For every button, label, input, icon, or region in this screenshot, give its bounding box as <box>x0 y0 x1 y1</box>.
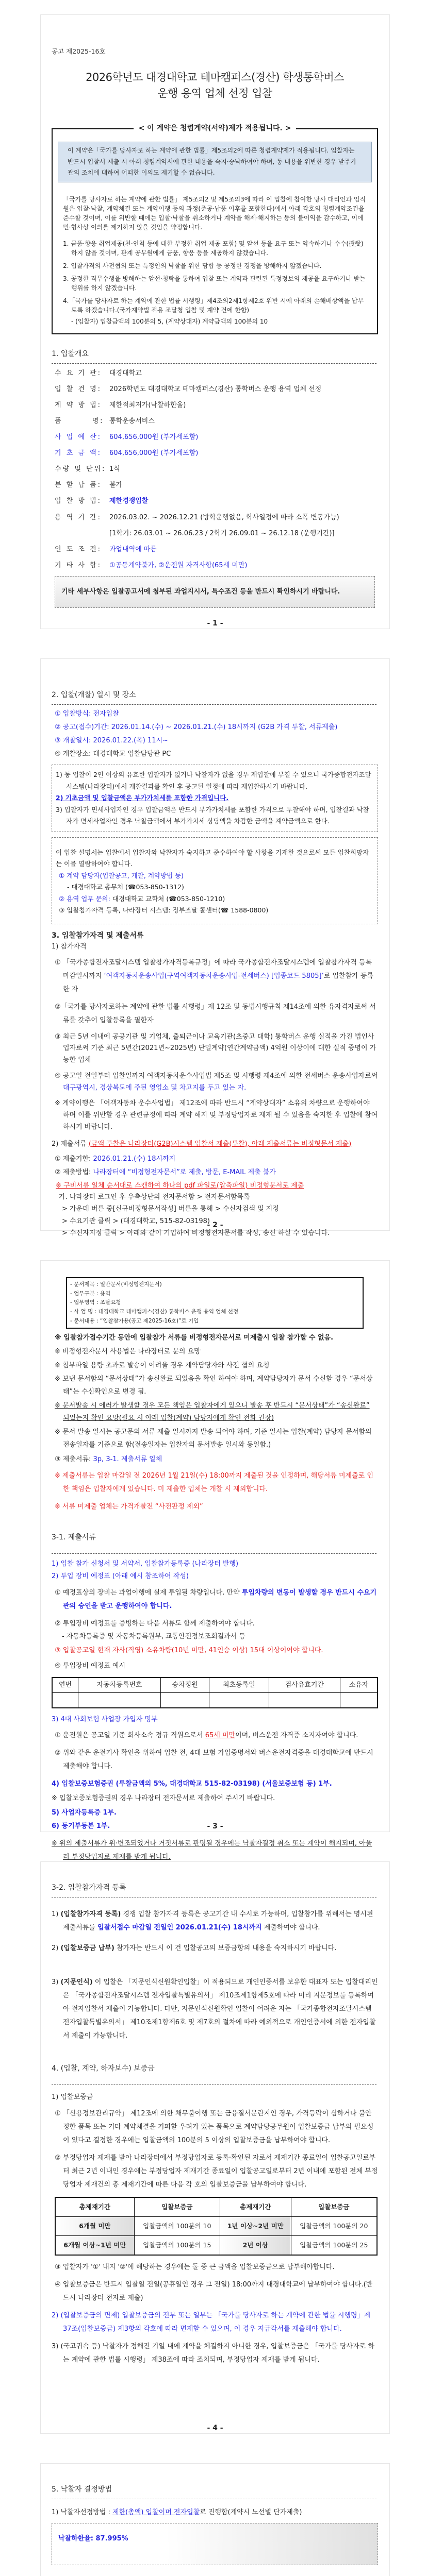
title-line-1: 2026학년도 대경대학교 테마캠퍼스(경산) 학생통학버스 <box>86 71 344 84</box>
table-cell: 1년 이상~2년 미만 <box>220 2216 291 2235</box>
page-4 <box>40 1861 390 2434</box>
table-header: 승차정원 <box>161 1677 209 1693</box>
table-cell: 입찰금액의 100분의 15 <box>134 2235 220 2255</box>
overview-note: 기타 세부사항은 입찰공고서에 첨부된 과업지시서, 특수조건 등을 반드시 확인하시기 바랍니다. <box>55 576 375 608</box>
page-2 <box>40 658 390 1238</box>
overview-row: 품 명: 통학운송서비스 <box>55 417 155 425</box>
table-header: 자동차등록번호 <box>78 1677 160 1693</box>
table-header: 최초등록일 <box>209 1677 269 1693</box>
opening-place: ④ 개찰장소: 대경대학교 입찰담당관 PC <box>55 750 171 758</box>
bid-note: 3) 입찰자가 면세사업자인 경우 입찰금액은 반드시 부가가치세를 포함한 가격으로 투찰해야 하며, 입찰결과 낙찰자가 면세사업자인 경우 낙찰금액에서 부가가치세 상당액을 차감한 금액을 계약금액으로 한다. <box>56 805 369 825</box>
submission-note: ※ 첨부파일 용량 초과로 발송이 어려울 경우 계약담당자와 사전 협의 요청 <box>55 1361 270 1369</box>
table-header: 소유자 <box>340 1677 378 1693</box>
doc-item: 6) 등기부등본 1부. <box>52 1822 110 1831</box>
form-field: - 사 업 명 : 대경대학교 테마캠퍼스(경산) 통학버스 운행 용역 업체 선정 <box>70 1308 239 1315</box>
table-cell: 2년 이상 <box>220 2235 291 2255</box>
overview-row: [1학기: 26.03.01 ~ 26.06.23 / 2학기 26.09.01 ~ 26.12.18 (운행기간)] <box>109 529 335 537</box>
table-cell: 6개월 미만 <box>55 2216 134 2235</box>
table-header: 총제재기간 <box>55 2197 134 2217</box>
contact-contract: ① 계약 담당자(입찰공고, 개찰, 계약방법 등) <box>59 871 184 879</box>
bid-method: ① 입찰방식: 전자입찰 <box>55 709 119 718</box>
section-title: 2. 입찰(개찰) 일시 및 장소 <box>52 691 136 700</box>
title-line-2: 운행 용역 업체 선정 입찰 <box>157 87 272 99</box>
table-header: 입찰보증금 <box>291 2197 377 2217</box>
vehicle-requirement: ③ 입찰공고일 현재 자사(직영) 소유차량(10년 미만, 41인승 이상) 15대 이상이어야 합니다. <box>55 1647 323 1655</box>
table-header: 검사유효기간 <box>269 1677 340 1693</box>
submission-method: ② 제출방법: 나라장터에 “비정형전자문서”로 제출, 방문, E-MAIL 제출 불가 <box>55 1168 276 1176</box>
table-row <box>55 2235 377 2255</box>
divider <box>296 128 378 129</box>
doc-subitem: ① 예정표상의 장비는 과업이행에 실제 투입될 차량입니다. 만약 투입차량의 변동이 발생할 경우 반드시 수요기관의 승인을 받고 운행하여야 합니다. <box>55 1589 377 1610</box>
document-title <box>52 70 378 101</box>
table-header: 입찰보증금 <box>134 2197 220 2217</box>
page-5 <box>40 2463 390 2576</box>
page-number: - 4 - <box>207 2424 223 2433</box>
integrity-item: 3. 공정한 직무수행을 방해하는 알선·청탁을 통하여 입찰 또는 계약과 관련된 특정정보의 제공을 요구하거나 받는 행위를 하지 않겠습니다. <box>63 275 366 292</box>
deadline-warning: ※ 제출서류는 입찰 마감일 전 2026년 1월 21일(수) 18:00까지 제출된 것을 인정하며, 해당서류 미제출로 인한 책임은 입찰자에게 있습니다. 미 제출한 업체는 개찰 시 제외합니다. <box>55 1471 373 1493</box>
doc-note: ※ 입찰보증보험증권의 경우 나라장터 전자문서로 제출하여 주시기 바랍니다. <box>52 1794 275 1803</box>
form-field: - 업무구분 : 용역 <box>70 1290 111 1297</box>
driver-requirement: ① 운전원은 공고일 기준 회사소속 정규 직원으로서 65세 미만이며, 버스운전 자격증 소지자여야 합니다. <box>55 1732 358 1740</box>
form-field: - 문서제목 : 일반문서(비정형전지문서) <box>70 1281 162 1288</box>
page-1 <box>40 14 390 629</box>
page-number: - 3 - <box>207 1822 223 1831</box>
contact-callcenter: ③ 입찰참가자격 등록, 나라장터 시스템: 정부조달 콜센터(☎ 1588-0800) <box>59 906 269 914</box>
notice-period: ② 공고(접수)기간: 2026.01.14.(수) ~ 2026.01.21.(수) 18시까지 (G2B 가격 투찰, 서류제출) <box>55 723 338 731</box>
award-method: 1) 낙찰자선정방법 : 제한(총액) 입찰이며 전자입찰로 진행함(계약시 노선별 단가제출) <box>52 2508 302 2516</box>
overview-row: 용 역 기 간: 2026.03.02. ~ 2026.12.21 (방학운행없음, 학사일정에 따라 소폭 변동가능) <box>55 513 339 521</box>
section-divider <box>52 1553 376 1554</box>
notice-number: 공고 제2025-16호 <box>52 47 106 55</box>
subsection-title: 1) 입찰보증금 <box>52 2093 93 2102</box>
overview-row: 분 할 납 품: 불가 <box>55 481 123 489</box>
qualification-1: ① 「국가종합전자조달시스템 입찰참가자격등록규정」에 따라 국가종합전자조달시스템에 입찰참가자격 등록마감일시까지 ‘여객자동차운송사업(구역여객자동차운송사업-전세버스) [업종코드 5805]’로 입찰참가 등록한 자 <box>55 958 373 993</box>
table-header: 연번 <box>52 1677 78 1693</box>
doc-item: 3) 4대 사회보험 사업장 가입자 명부 <box>52 1716 158 1724</box>
overview-row: 입 찰 건 명: 2026학년도 대경대학교 테마캠퍼스(경산) 통학버스 운행 용역 업체 선정 <box>55 385 322 393</box>
form-field: - 업무영역 : 조달요청 <box>70 1299 121 1306</box>
contact-intro: 이 입찰 설명서는 입찰에서 입찰자와 낙찰자가 숙지하고 준수하여야 할 사항을 기재한 것으로써 모든 입찰희망자는 이를 열람하여야 합니다. <box>56 848 369 868</box>
integrity-intro: 「국가를 당사자로 하는 계약에 관한 법률」 제5조의2 및 제5조의3에 따라 이 입찰에 참여한 당사 대리인과 임직원은 입찰·낙찰, 계약체결 또는 계약이행 등의 과정(준공·납품 이후를 포함한다)에서 아래 각호의 청렴계약조건을 준수할 것이며, 이를 위반할 때에는 입찰·낙찰을 취소하거나 계약을 해제·해지하는 등의 불이익을 감수하고, 이에 민·형사상 이의를 제기하지 않을 것임을 약정합니다. <box>63 196 366 231</box>
registration-item: 2) (입찰보증금 납부) 참가자는 반드시 이 건 입찰공고의 보증금항의 내용을 숙지하시기 바랍니다. <box>52 1944 337 1952</box>
contact-contract-phone: - 대경대학교 총무처 (☎053-850-1312) <box>67 883 184 891</box>
integrity-item-sub: - (입찰자) 입찰금액의 100분의 5, (계약상대자) 계약금액의 100분의 10 <box>71 318 268 326</box>
page-3 <box>40 1260 390 1861</box>
bond-item: ③ 입찰자가 '①' 내지 '②'에 해당하는 경우에는 둘 중 큰 금액을 입찰보증금으로 납부해야합니다. <box>55 2263 335 2271</box>
overview-row: 입 찰 방 법: 제한경쟁입찰 <box>55 497 149 505</box>
section-title: 4. (입찰, 계약, 하자보수) 보증금 <box>52 2064 155 2073</box>
section-divider <box>52 363 376 364</box>
qualification-2: ②「국가를 당사자로하는 계약에 관한 법률 시행령」제 12조 및 동법시행규칙 제14조에 의한 유자격자로써 서류를 갖추어 입찰등록을 필한자 <box>55 1003 376 1024</box>
table-header: 총제재기간 <box>220 2197 291 2217</box>
integrity-notice: 이 계약은「국가를 당사자로 하는 계약에 관한 법률」제5조의2에 따른 청렴계약제가 적용됩니다. 입찰자는 반드시 입찰서 제출 시 아래 청렴계약서에 관한 내용을 숙지·승낙하여야 하며, 동 내용을 위반한 경우 발주기관의 조치에 대하여 어떠한 이의도 제기할 수 없습니다. <box>58 142 372 182</box>
section-divider <box>52 2084 376 2085</box>
section-title: 3-1. 제출서류 <box>52 1533 96 1541</box>
bid-note-vat: 2) 기초금액 및 입찰금액은 부가가치세를 포함한 가격입니다. <box>56 794 229 802</box>
section-title: 1. 입찰개요 <box>52 350 89 359</box>
table-row <box>52 1693 378 1708</box>
table-cell: 입찰금액의 100분의 20 <box>291 2216 377 2235</box>
submission-step: > 가운데 버튼 중[신규비정형문서작성] 버튼을 통해 > 수신자검색 및 지정 <box>62 1205 279 1213</box>
page-number: - 2 - <box>207 1221 223 1230</box>
section-divider <box>52 704 376 705</box>
driver-docs: ② 위와 같은 운전기사 확인을 위하여 입찰 전, 4대 보험 가입증명서와 버스운전자격증을 대경대학교에 반드시 제출해야 합니다. <box>55 1749 373 1771</box>
qualification-3: ③ 최근 5년 이내에 공공기관 및 기업체, 출퇴근이나 교육기관(초중고 대학) 통학버스 운행 실적을 가진 법인사업자로써 기준 최근 5년간(2021년~2025년) 단일계약(연간계약금액) 4억원 이상이에 대한 실적 증명이 가능한 업체 <box>55 1032 376 1064</box>
page-number: - 1 - <box>207 619 223 628</box>
submission-docs: ③ 제출서류: 3p, 3-1. 제출서류 일체 <box>55 1455 162 1464</box>
submission-docs-heading: 2) 제출서류 (금액 투찰은 나라장터(G2B)시스템 입찰서 제출(투찰), 아래 제출서류는 비정형문서 제출) <box>52 1140 352 1148</box>
submission-note: ※ 비정형전자문서 사용법은 나라장터로 문의 요망 <box>55 1347 201 1355</box>
doc-subitem: ④ 투입장비 예정표 예시 <box>55 1662 126 1670</box>
submission-deadline: ① 제출기한: 2026.01.21.(수) 18시까지 <box>55 1155 176 1163</box>
prescreen-warning: ※ 서류 미제출 업체는 가격개찰전 “사전판정 제외” <box>55 1502 203 1511</box>
bid-note: 1) 동 입찰이 2인 이상의 유효한 입찰자가 없거나 낙찰자가 없을 경우 재입찰에 부칠 수 있으니 국가종합전자조달시스템(나라장터)에서 개찰결과를 확인 후 공고된 일정에 따라 재입찰하시기 바랍니다. <box>56 771 371 790</box>
bond-exemption: 2) (입찰보증금의 면제) 입찰보증금의 전부 또는 일부는 「국가를 당사자로 하는 계약에 관한 법률 시행령」제37조(입찰보증금) 제3항의 각호에 따라 면제할 수 있으며, 이 경우 지급각서를 제출해야 합니다. <box>52 2311 371 2333</box>
table-cell: 입찰금액의 100분의 10 <box>134 2216 220 2235</box>
opening-datetime: ③ 개찰일시: 2026.01.22.(목) 11시~ <box>55 737 168 745</box>
overview-row: 기 타 사 항: ①공동계약불가, ②운전원 자격사항(65세 미만) <box>55 561 248 569</box>
lower-limit-rate: 낙찰하한율: 87.995% <box>58 2534 128 2543</box>
submission-step: > 수요기관 클릭 > (대경대학교, 515-82-03198) <box>62 1217 210 1225</box>
submission-step: > 수신자지정 클릭 > 아래와 같이 기입하여 비정형전자문서를 작성, 송신 하실 수 있습니다. <box>62 1229 330 1238</box>
qualification-4: ④ 공고일 전일부터 입찰일까지 여객자동차운수사업법 제5조 및 시행령 제4조에 의한 전세버스 운송사업자로써 대구광역시, 경상북도에 주된 영업소 및 차고지를 두고 있는 자. <box>55 1072 378 1092</box>
table-cell: 입찰금액의 100분의 25 <box>291 2235 377 2255</box>
doc-item: 5) 사업자등록증 1부. <box>52 1809 117 1817</box>
submission-note: ※ 보낸 문서함의 “문서상태”가 송신완료 되었음을 확인 하여야 하며, 계약담당자가 문서 수신할 경우 “문서상태”는 수신확인으로 변경 됨. <box>55 1375 373 1396</box>
table-cell: 6개월 이상~1년 미만 <box>55 2235 134 2255</box>
qualification-note: ※ 계약이행은 「여객자동차 운수사업법」 제12조에 따라 반드시 “계약상대자” 소유의 차량으로 운행하여야 하며 이를 위반할 경우 관련규정에 따라 계약 해지 및 부정당업자로 제재 될 수 있음을 숙지한 후 입찰에 참여하시기 바랍니다. <box>55 1099 378 1131</box>
scan-note: ※ 구비서류 일체 순서대로 스캔하여 하나의 pdf 파일로(압축파일) 비정형문서로 제출 <box>56 1181 304 1190</box>
overview-row: 인 도 조 건: 과업내역에 따름 <box>55 545 157 553</box>
table-header-row <box>52 1677 378 1693</box>
doc-item: 2) 투입 장비 예정표 (아래 예시 참조하여 작성) <box>52 1572 189 1580</box>
subsection-title: 1) 참가자격 <box>52 942 87 951</box>
integrity-heading <box>52 123 378 134</box>
submission-note: ※ 입찰참가접수기간 동안에 입찰참가 서류를 비정형전자문서로 미제출시 입찰 참가할 수 없음. <box>55 1334 334 1342</box>
doc-item: 1) 입찰 참가 신청서 및 서약서, 입찰참가등록증 (나라장터 발행) <box>52 1560 239 1568</box>
integrity-item: 1. 금품·향응 취업제공(친·인척 등에 대한 부정한 취업 제공 포함) 및 알선 등을 요구 또는 약속하거나 수수(授受)하지 않을 것이며, 관계 공무원에게 금품, 향응 등을 제공하지 않겠습니다. <box>63 240 364 257</box>
bond-item: ① 「신용정보관리규약」 제12조에 의한 채무불이행 또는 금융질서문란지인 경우, 가격등락이 심하거나 불안정한 품목 또는 기타 계약체결을 기피할 우려가 있는 품목으로 계약담당공무원이 입찰보증금 납부의 필요성이 있다고 결정한 경우에는 입찰금액의 100분의 5 이상의 입찰보증금을 납부하여야 합니다. <box>55 2109 374 2144</box>
table-row <box>55 2216 377 2235</box>
overview-row-budget: 사 업 예 산: 604,656,000원 (부가세포함) <box>55 433 199 442</box>
table-header-row <box>55 2197 377 2217</box>
integrity-contract-box <box>52 124 378 334</box>
bond-item: ④ 입찰보증금은 반드시 입찰일 전일(공휴일인 경우 그 전일) 18:00까지 대경대학교에 납부하여야 합니다.(반드시 나라장터 전자로 제출) <box>55 2280 373 2302</box>
equipment-schedule-table <box>52 1677 378 1708</box>
document-form-box <box>66 1277 364 1329</box>
overview-row: 계 약 방 법: 제한적최저가(낙찰하한율) <box>55 401 186 409</box>
doc-subitem-detail: - 자동차등록증 및 자동차등록원부, 교통안전정보조회결과서 등 <box>62 1633 245 1640</box>
divider <box>52 128 134 129</box>
registration-item: 3) (지문인식) 이 입찰은 「지문인식신원확인입찰」이 적용되므로 개인인증서를 보유한 대표자 또는 입찰대리인은 「국가종합전자조달시스템 전자입찰특별유의서」 제10조제1항제5호에 따라 미리 지문정보를 등록하여야 전자입찰서 제출이 가능합니다. 다만, 지문인식신원확인 입찰이 어려운 자는 「국가종합전자조달시스템 전자입찰특별유의서」 제10조제1항제6호 및 제7호의 절차에 따라 예외적으로 개인인증서에 의한 전자입찰서 제출이 가능합니다. <box>52 1978 378 2040</box>
lower-limit-rate-box <box>52 2523 378 2565</box>
submission-step: 가. 나라장터 로그인 후 우측상단의 전자문서함 > 전자문서함목록 <box>59 1193 250 1201</box>
contact-box <box>52 837 378 924</box>
overview-row: 수량 및 단위: 1식 <box>55 465 120 473</box>
integrity-heading-label: < 이 계약은 청렴계약(서약)제가 적용됩니다. > <box>134 123 297 134</box>
section-title: 3. 입찰참가자격 및 제출서류 <box>52 931 144 940</box>
section-title: 5. 낙찰자 결정방법 <box>52 2485 112 2494</box>
registration-item: 1) (입찰참가자격 등록) 경쟁 입찰 참가자격 등록은 공고기간 내 수시로 가능하며, 입찰참가를 위해서는 명시된 제출서류를 입찰서접수 마감일 전일인 2026.01.21(수) 18시까지 제출하여야 합니다. <box>52 1910 373 1931</box>
sanction-bond-table <box>55 2197 378 2256</box>
integrity-item: 4.「국가를 당사자로 하는 계약에 관한 법률 시행령」제4조의2제1항제2호 위반 시에 아래의 손해배상액을 납부토록 하겠습니다.(국가계약법 적용 조달청 입찰 및 계약 건에 한함) <box>63 297 364 314</box>
bond-item: ② 부정당업자 제재를 받아 나라장터에서 부정당업자로 등록·확인된 자로서 제재기간 종료일이 입찰공고일로부터 최근 2년 이내인 경우에는 부정당업자 제재기간 종료일이 입찰공고일로부터 2년 이내에 포함된 전체 부정당업자 제재건의 총 제재기간에 따른 다음 각 호의 입찰보증금을 납부하여야 합니다. <box>55 2154 378 2189</box>
integrity-item: 2. 입찰가격의 사전협의 또는 특정인의 낙찰을 위한 담합 등 공정한 경쟁을 방해하지 않겠습니다. <box>63 262 322 270</box>
bond-forfeiture: 3) (국고귀속 등) 낙찰자가 정해진 기일 내에 계약을 체결하지 아니한 경우, 입찰보증금은 「국가를 당사자로 하는 계약에 관한 법률 시행령」 제38조에 따라 조치되며, 부정당업자 제재를 받게 됩니다. <box>52 2342 374 2364</box>
bid-notes-box <box>52 765 378 832</box>
submission-note: ※ 문서발송 시 에러가 발생할 경우 모든 책임은 입찰자에게 있으니 발송 후 반드시 “문서상태”가 “송신완료” 되었는지 확인 요망(필요 시 아래 입찰(계약) 담당자에게 확인 전화 권장) <box>55 1401 370 1422</box>
overview-row: 기 초 금 액: 604,656,000원 (부가세포함) <box>55 449 199 457</box>
doc-item: 4) 입찰보증보험증권 (투찰금액의 5%, 대경대학교 515-82-03198) (서울보증보험 등) 1부. <box>52 1780 332 1788</box>
submission-note: ※ 문서 발송 일시는 공고문의 서류 제출 일시까지 발송 되어야 하며, 기준 일시는 입찰(계약) 담당자 문서함의 전송일자를 기준으로 함(전송일자는 입찰자의 문서발송 일시와 동일함.) <box>55 1428 372 1449</box>
doc-subitem: ② 투입장비 예정표를 증빙하는 다음 서류도 함께 제출하여야 합니다. <box>55 1620 255 1628</box>
section-title: 3-2. 입찰참가자격 등록 <box>52 1884 126 1892</box>
contact-service: ② 용역 업무 문의: 대경대학교 교학처 (☎053-850-1210) <box>59 894 225 903</box>
overview-row: 수 요 기 관: 대경대학교 <box>55 369 142 377</box>
form-field: - 문서내용 : “입찰참가용(공고 제2025-16호)”로 기입 <box>70 1317 199 1324</box>
integrity-body <box>58 182 372 326</box>
forgery-warning: ※ 위의 제출서류가 위·변조되었거나 거짓서류로 판명될 경우에는 낙찰자결정 취소 또는 계약이 해지되며, 아울러 부정당업자로 제재를 받게 됩니다. <box>52 1840 372 1861</box>
